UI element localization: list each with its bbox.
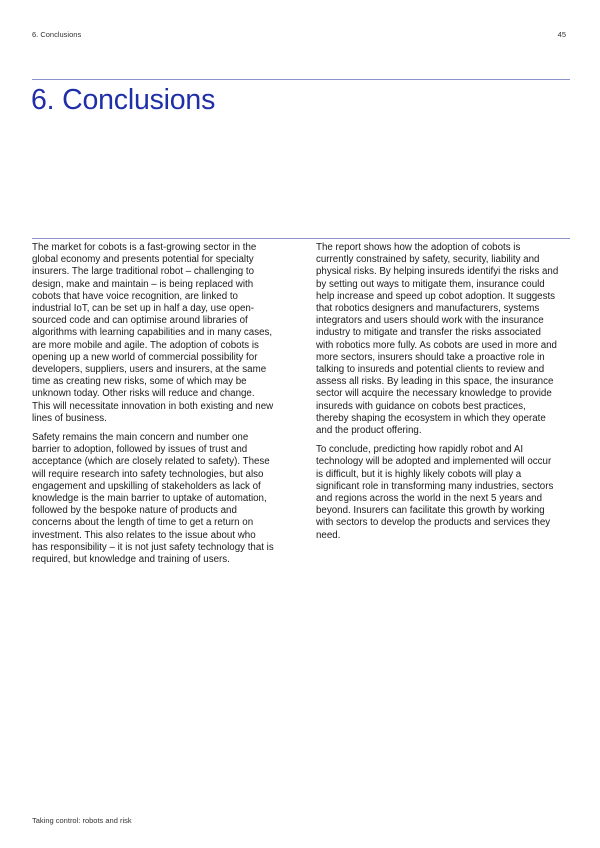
text-line: barrier to adoption, followed by issues of trust and: [32, 444, 248, 456]
text-line: need.: [316, 529, 341, 541]
running-footer: Taking control: robots and risk: [32, 816, 132, 825]
text-line: opening up a new world of commercial possibility for: [32, 351, 258, 363]
right-column: [316, 242, 572, 542]
text-line: The report shows how the adoption of cobots is: [316, 242, 521, 253]
text-line: global economy and presents potential for specialty: [32, 254, 254, 266]
text-line: required, but knowledge and training of users.: [32, 554, 230, 566]
text-line: This will necessitate innovation in both existing and new: [32, 400, 274, 412]
text-line: thereby shaping the ecosystem in which they operate: [316, 412, 546, 424]
left-column: [32, 242, 290, 566]
text-line: sector will acquire the necessary knowledge to provide: [316, 388, 552, 400]
text-line: lines of business.: [32, 412, 107, 424]
text-line: time as creating new risks, some of which may be: [32, 376, 247, 388]
text-line: industrial IoT, can be set up in half a day, use open-: [32, 303, 255, 315]
body-top-rule: [32, 238, 570, 239]
text-line: technology will be adopted and implemented will occur: [316, 456, 552, 468]
text-line: acceptance (which are closely related to safety). These: [32, 456, 270, 468]
text-line: with sectors to develop the products and services they: [316, 517, 551, 529]
text-line: that robotics designers and manufacturers, systems: [316, 303, 540, 315]
text-line: cobots that have voice recognition, are linked to: [32, 290, 238, 302]
text-line: investment. This also relates to the issue about who: [32, 529, 256, 541]
text-line: engagement and upskilling of stakeholders as lack of: [32, 480, 261, 492]
text-line: integrators and users should work with the insurance: [316, 315, 544, 327]
left-paragraph-1: [32, 242, 290, 425]
text-line: unknown today. Other risks will reduce and change.: [32, 388, 255, 400]
text-line: has responsibility – it is not just safety technology that is: [32, 541, 274, 553]
text-line: insurers. The large traditional robot – challenging to: [32, 266, 255, 278]
text-line: more sectors, insurers should take a proactive role in: [316, 351, 545, 363]
text-line: and regions across the world in the next 5 years and: [316, 493, 543, 505]
text-line: with robotics more fully. As cobots are used in more and: [316, 339, 557, 351]
text-line: are more mobile and agile. The adoption of cobots is: [32, 339, 259, 351]
text-line: assess all risks. By leading in this space, the insurance: [316, 376, 554, 388]
text-line: design, make and maintain – is being replaced with: [32, 278, 254, 290]
text-line: will require research into safety technologies, but also: [32, 468, 264, 480]
text-line: significant role in transforming many industries, sectors: [316, 480, 554, 492]
running-header: [32, 30, 568, 42]
text-line: knowledge is the main barrier to uptake of automation,: [32, 493, 267, 505]
text-line: To conclude, predicting how rapidly robot and AI: [316, 444, 524, 456]
text-line: industry to mitigate and transfer the risks associated: [316, 327, 541, 339]
text-line: sourced code and can optimise around libraries of: [32, 315, 248, 327]
text-line: concerns about the length of time to get a return on: [32, 517, 254, 529]
text-line: algorithms with learning capabilities and in many cases,: [32, 327, 273, 339]
text-line: talking to insureds and potential clients to review and: [316, 364, 545, 376]
text-line: beyond. Insurers can facilitate this growth by working: [316, 505, 545, 517]
text-line: currently constrained by safety, security, liability and: [316, 254, 540, 266]
right-paragraph-1: [316, 242, 572, 437]
text-line: insureds with guidance on cobots best practices,: [316, 400, 526, 412]
text-line: and the product offering.: [316, 425, 422, 437]
page-number: 45: [557, 30, 566, 39]
text-line: physical risks. By helping insureds identifyi the risks and: [316, 266, 559, 278]
text-line: The market for cobots is a fast-growing sector in the: [32, 242, 257, 253]
right-paragraph-2: [316, 444, 572, 542]
text-line: Safety remains the main concern and number one: [32, 432, 249, 444]
header-section-label: 6. Conclusions: [32, 30, 82, 39]
left-paragraph-2: [32, 432, 290, 566]
text-line: by setting out ways to mitigate them, insurance could: [316, 278, 545, 290]
text-line: developers, suppliers, users and insurers, at the same: [32, 364, 267, 376]
text-line: is difficult, but it is highly likely cobots will play a: [316, 468, 522, 480]
text-line: followed by the bespoke nature of products and: [32, 505, 237, 517]
text-line: help increase and speed up cobot adoption. It suggests: [316, 290, 556, 302]
title-top-rule: [32, 79, 570, 80]
chapter-title: 6. Conclusions: [31, 84, 216, 116]
